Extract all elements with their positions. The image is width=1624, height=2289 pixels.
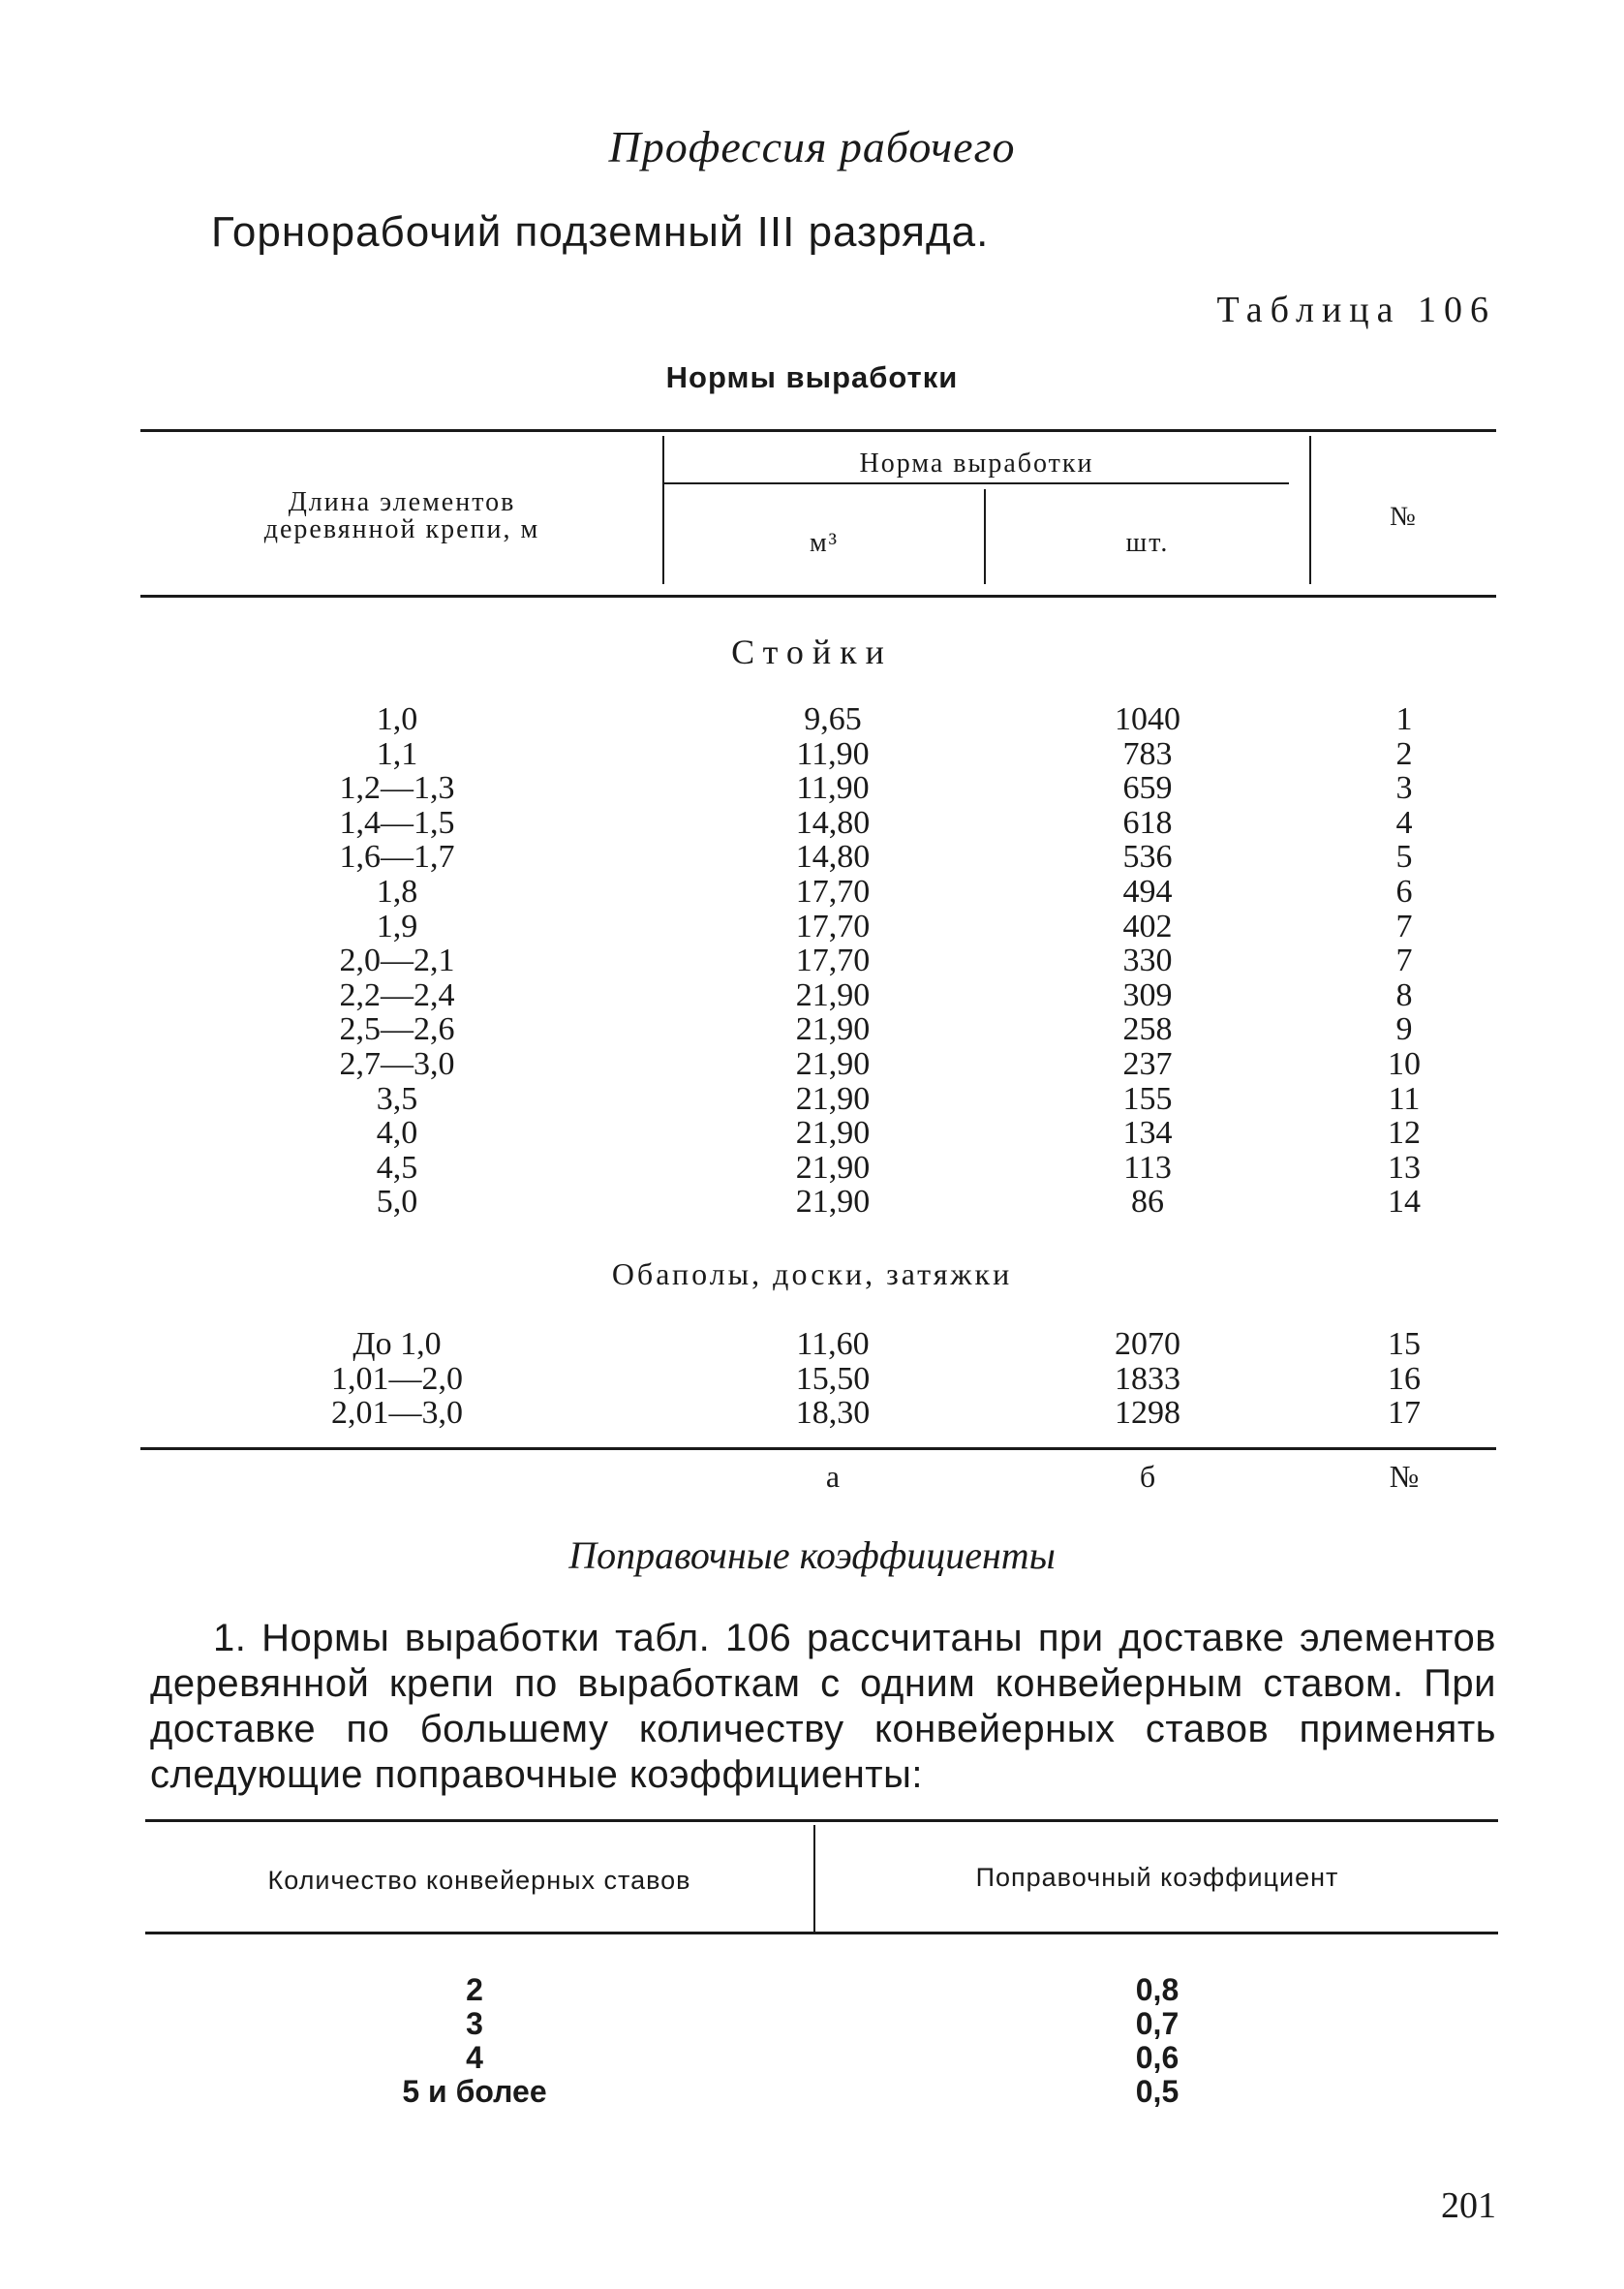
table-row (0, 1362, 1624, 1397)
cell-m3: 14,80 (795, 839, 871, 876)
cell-pcs: 237 (1122, 1045, 1173, 1082)
cell-pcs: 536 (1122, 839, 1173, 876)
section-title: Стойки (731, 633, 893, 671)
cell-m3: 21,90 (795, 976, 871, 1013)
coef-count: 2 (466, 1972, 483, 2007)
table-row (0, 910, 1624, 944)
cell-m3: 21,90 (795, 1149, 871, 1186)
coef-row (0, 2007, 1624, 2041)
cell-m3: 18,30 (795, 1395, 871, 1432)
coef-row (0, 2075, 1624, 2109)
cell-number: 14 (1388, 1184, 1421, 1221)
cell-length: 1,9 (376, 908, 418, 944)
column-letters (0, 1459, 1624, 1498)
correction-text: 1. Нормы выработки табл. 106 рассчитаны при доставке элементов деревянной крепи по выработкам с одним конвейерным ставом. При доставке по большему количеству конвейерных ставов применять следующие поправочные коэффициенты: (150, 1617, 1496, 1796)
correction-paragraph (150, 1616, 1496, 1798)
table-row (0, 702, 1624, 737)
coef-top-rule (145, 1819, 1498, 1822)
coef-value: 0,8 (1135, 1972, 1180, 2007)
cell-length: 1,6—1,7 (339, 839, 455, 876)
table-row (0, 1396, 1624, 1431)
cell-number: 13 (1388, 1149, 1421, 1186)
cell-m3: 14,80 (795, 804, 871, 841)
column-letter-b: б (1139, 1459, 1156, 1494)
cell-length: 1,8 (376, 873, 418, 910)
header-pcs: шт. (1125, 528, 1170, 558)
table-row (0, 737, 1624, 772)
cell-pcs: 1833 (1115, 1360, 1180, 1397)
cell-number: 7 (1395, 943, 1413, 979)
cell-length: 1,1 (376, 735, 418, 772)
cell-number: 10 (1388, 1045, 1421, 1082)
cell-m3: 21,90 (795, 1045, 871, 1082)
header-bottom-rule (140, 595, 1496, 598)
column-letter-a: а (825, 1459, 841, 1494)
header-m3: м³ (809, 528, 840, 558)
coef-value: 0,6 (1135, 2040, 1180, 2075)
cell-length: 2,7—3,0 (339, 1045, 455, 1082)
table-number: Таблица 106 (1216, 290, 1496, 330)
table-row (0, 1151, 1624, 1186)
cell-m3: 11,60 (796, 1326, 870, 1362)
table-row (0, 1047, 1624, 1082)
cell-m3: 21,90 (795, 1184, 871, 1221)
column-letter-no: № (1389, 1459, 1420, 1494)
cell-number: 7 (1395, 908, 1413, 944)
cell-pcs: 309 (1122, 976, 1173, 1013)
cell-number: 4 (1395, 804, 1413, 841)
table-row (0, 1185, 1624, 1220)
cell-pcs: 783 (1122, 735, 1173, 772)
cell-number: 5 (1395, 839, 1413, 876)
coef-row (0, 1973, 1624, 2007)
table-row (0, 875, 1624, 910)
coef-rows (0, 1973, 1624, 2109)
coef-count: 5 и более (402, 2074, 547, 2109)
cell-length: 1,01—2,0 (331, 1360, 463, 1397)
header-norm-group: Норма выработки (859, 449, 1094, 479)
cell-m3: 17,70 (795, 873, 871, 910)
cell-length: 4,0 (376, 1115, 418, 1152)
table-title: Нормы выработки (665, 360, 959, 394)
table-bottom-rule (140, 1447, 1496, 1450)
correction-heading: Поправочные коэффициенты (568, 1533, 1056, 1577)
cell-length: До 1,0 (352, 1326, 442, 1362)
cell-m3: 11,90 (796, 770, 870, 807)
coef-row (0, 2041, 1624, 2075)
coef-divider (813, 1825, 815, 1932)
cell-m3: 15,50 (795, 1360, 871, 1397)
cell-length: 2,2—2,4 (339, 976, 455, 1013)
table-row (0, 1327, 1624, 1362)
table-row (0, 978, 1624, 1013)
profession-heading: Профессия рабочего (608, 122, 1016, 171)
cell-pcs: 113 (1123, 1149, 1172, 1186)
cell-pcs: 2070 (1115, 1326, 1180, 1362)
cell-m3: 21,90 (795, 1011, 871, 1048)
cell-number: 16 (1388, 1360, 1421, 1397)
table-row (0, 1116, 1624, 1151)
header-subrule (664, 482, 1289, 484)
cell-length: 1,4—1,5 (339, 804, 455, 841)
cell-m3: 17,70 (795, 943, 871, 979)
section-title: Обаполы, доски, затяжки (611, 1256, 1013, 1291)
cell-number: 6 (1395, 873, 1413, 910)
cell-pcs: 659 (1122, 770, 1173, 807)
cell-number: 17 (1388, 1395, 1421, 1432)
cell-number: 11 (1388, 1080, 1421, 1117)
cell-number: 1 (1395, 701, 1413, 737)
cell-pcs: 402 (1122, 908, 1173, 944)
cell-pcs: 330 (1122, 943, 1173, 979)
cell-pcs: 618 (1122, 804, 1173, 841)
cell-pcs: 86 (1131, 1184, 1164, 1221)
table-row (0, 771, 1624, 806)
cell-pcs: 1040 (1115, 701, 1180, 737)
cell-m3: 11,90 (796, 735, 870, 772)
cell-length: 4,5 (376, 1149, 418, 1186)
table-row (0, 806, 1624, 841)
cell-pcs: 155 (1122, 1080, 1173, 1117)
section-rows (0, 702, 1624, 1220)
cell-pcs: 258 (1122, 1011, 1173, 1048)
cell-number: 12 (1388, 1115, 1421, 1152)
table-top-rule (140, 429, 1496, 432)
section-rows (0, 1327, 1624, 1431)
cell-length: 2,5—2,6 (339, 1011, 455, 1048)
cell-length: 2,0—2,1 (339, 943, 455, 979)
cell-number: 8 (1395, 976, 1413, 1013)
coef-header-rule (145, 1932, 1498, 1934)
header-length: Длина элементов деревянной крепи, м (263, 487, 540, 544)
worker-category: Горнорабочий подземный III разряда. (211, 208, 990, 256)
cell-number: 15 (1388, 1326, 1421, 1362)
cell-number: 2 (1395, 735, 1413, 772)
coef-header-count: Количество конвейерных ставов (267, 1866, 691, 1895)
cell-pcs: 134 (1122, 1115, 1173, 1152)
coef-value: 0,5 (1135, 2074, 1180, 2109)
cell-m3: 9,65 (804, 701, 862, 737)
table-row (0, 1012, 1624, 1047)
cell-length: 2,01—3,0 (331, 1395, 463, 1432)
coef-value: 0,7 (1135, 2006, 1180, 2041)
cell-pcs: 1298 (1115, 1395, 1180, 1432)
cell-number: 3 (1395, 770, 1413, 807)
header-number: № (1390, 502, 1418, 532)
cell-length: 1,0 (376, 701, 418, 737)
table-row (0, 943, 1624, 978)
cell-number: 9 (1395, 1011, 1413, 1048)
page-number: 201 (1441, 2185, 1496, 2226)
cell-length: 5,0 (376, 1184, 418, 1221)
cell-m3: 21,90 (795, 1115, 871, 1152)
cell-m3: 21,90 (795, 1080, 871, 1117)
cell-pcs: 494 (1122, 873, 1173, 910)
cell-length: 3,5 (376, 1080, 418, 1117)
coef-count: 3 (466, 2006, 483, 2041)
cell-length: 1,2—1,3 (339, 770, 455, 807)
table-row (0, 1082, 1624, 1117)
table-row (0, 840, 1624, 875)
coef-header-value: Поправочный коэффициент (975, 1863, 1339, 1892)
cell-m3: 17,70 (795, 908, 871, 944)
coef-count: 4 (466, 2040, 483, 2075)
